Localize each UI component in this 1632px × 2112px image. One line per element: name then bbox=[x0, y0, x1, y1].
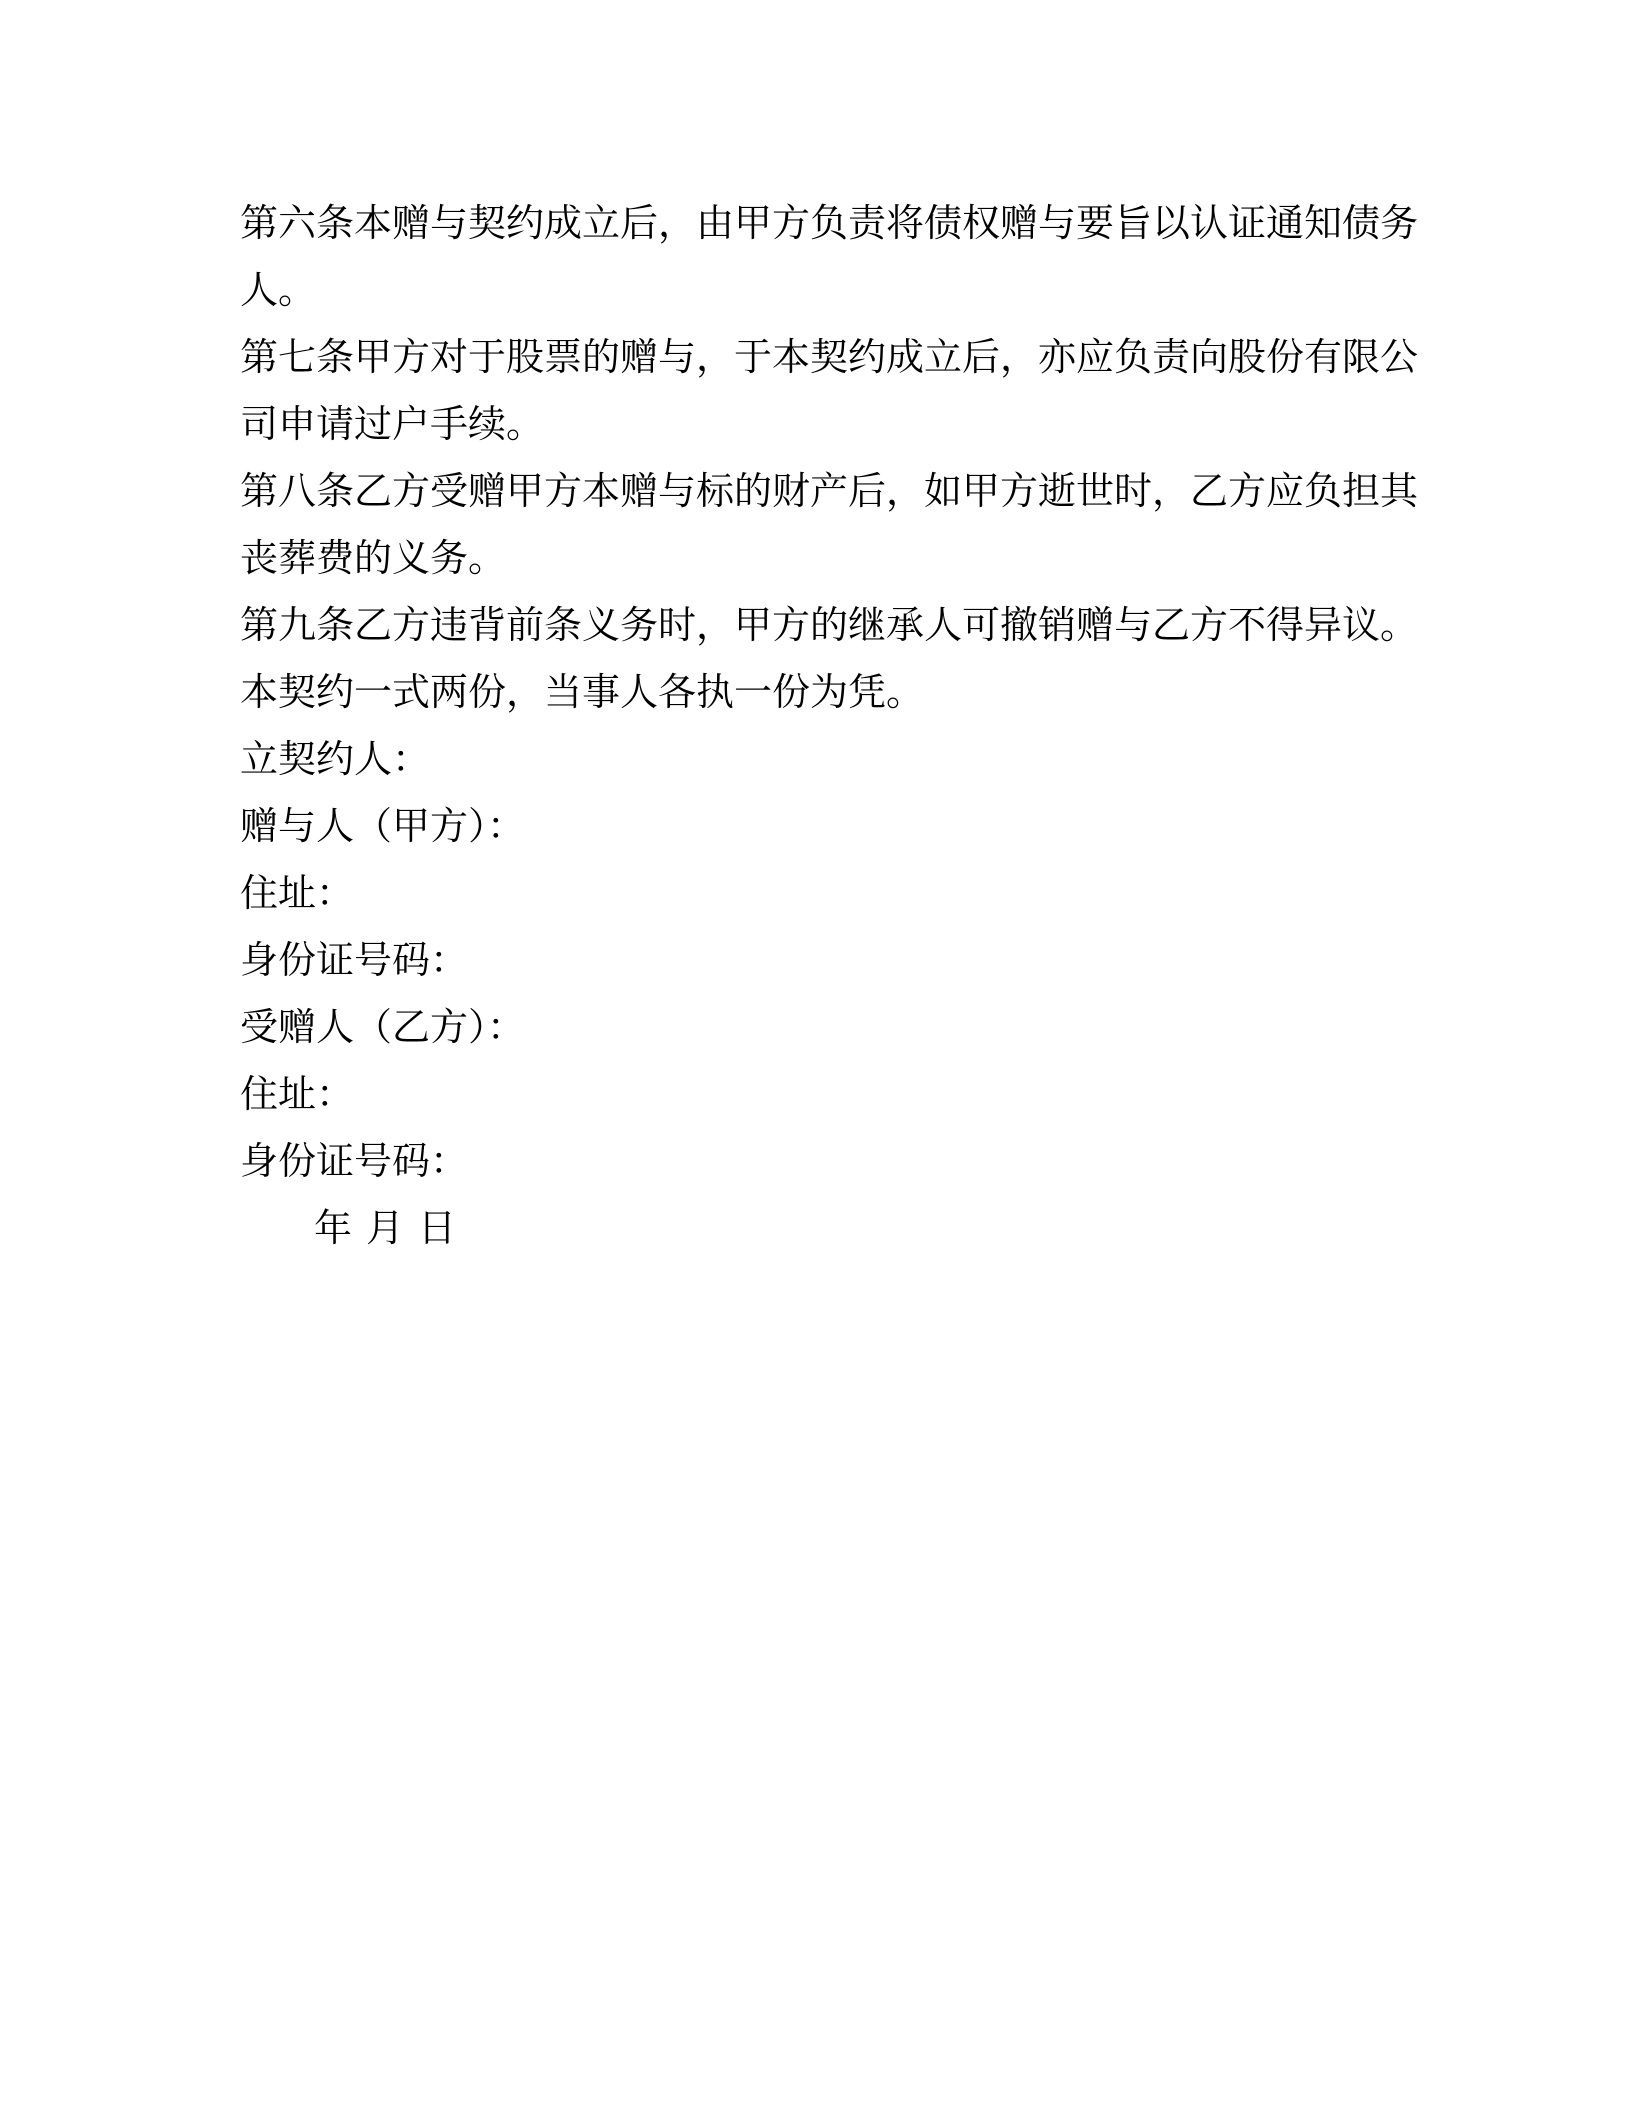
document-body bbox=[240, 190, 1419, 1262]
article-7-line-1: 第七条甲方对于股票的赠与，于本契约成立后，亦应负责向股份有限公 bbox=[240, 335, 1419, 379]
date-line bbox=[240, 1195, 1400, 1262]
donor-id-label: 身份证号码： bbox=[240, 938, 469, 982]
article-9-line: 第九条乙方违背前条义务时，甲方的继承人可撤销赠与乙方不得异议。 bbox=[240, 603, 1419, 647]
date-day: 日 bbox=[418, 1206, 457, 1250]
donor-address-label: 住址： bbox=[240, 871, 355, 915]
donee-label: 受赠人（乙方）： bbox=[240, 1005, 526, 1049]
contract-parties-label: 立契约人： bbox=[240, 737, 431, 781]
donor-label: 赠与人（甲方）： bbox=[240, 804, 526, 848]
date-year: 年 bbox=[314, 1206, 353, 1250]
article-8-line-2: 丧葬费的义务。 bbox=[240, 536, 507, 580]
donee-id-label: 身份证号码： bbox=[240, 1139, 469, 1183]
article-6-line-2: 人。 bbox=[240, 268, 317, 312]
article-8-line-1: 第八条乙方受赠甲方本赠与标的财产后，如甲方逝世时，乙方应负担其 bbox=[240, 469, 1419, 513]
article-7-line-2: 司申请过户手续。 bbox=[240, 402, 545, 446]
copies-clause: 本契约一式两份，当事人各执一份为凭。 bbox=[240, 670, 925, 714]
date-month: 月 bbox=[366, 1206, 405, 1250]
donee-address-label: 住址： bbox=[240, 1072, 355, 1116]
article-6-line-1: 第六条本赠与契约成立后，由甲方负责将债权赠与要旨以认证通知债务 bbox=[240, 201, 1419, 245]
